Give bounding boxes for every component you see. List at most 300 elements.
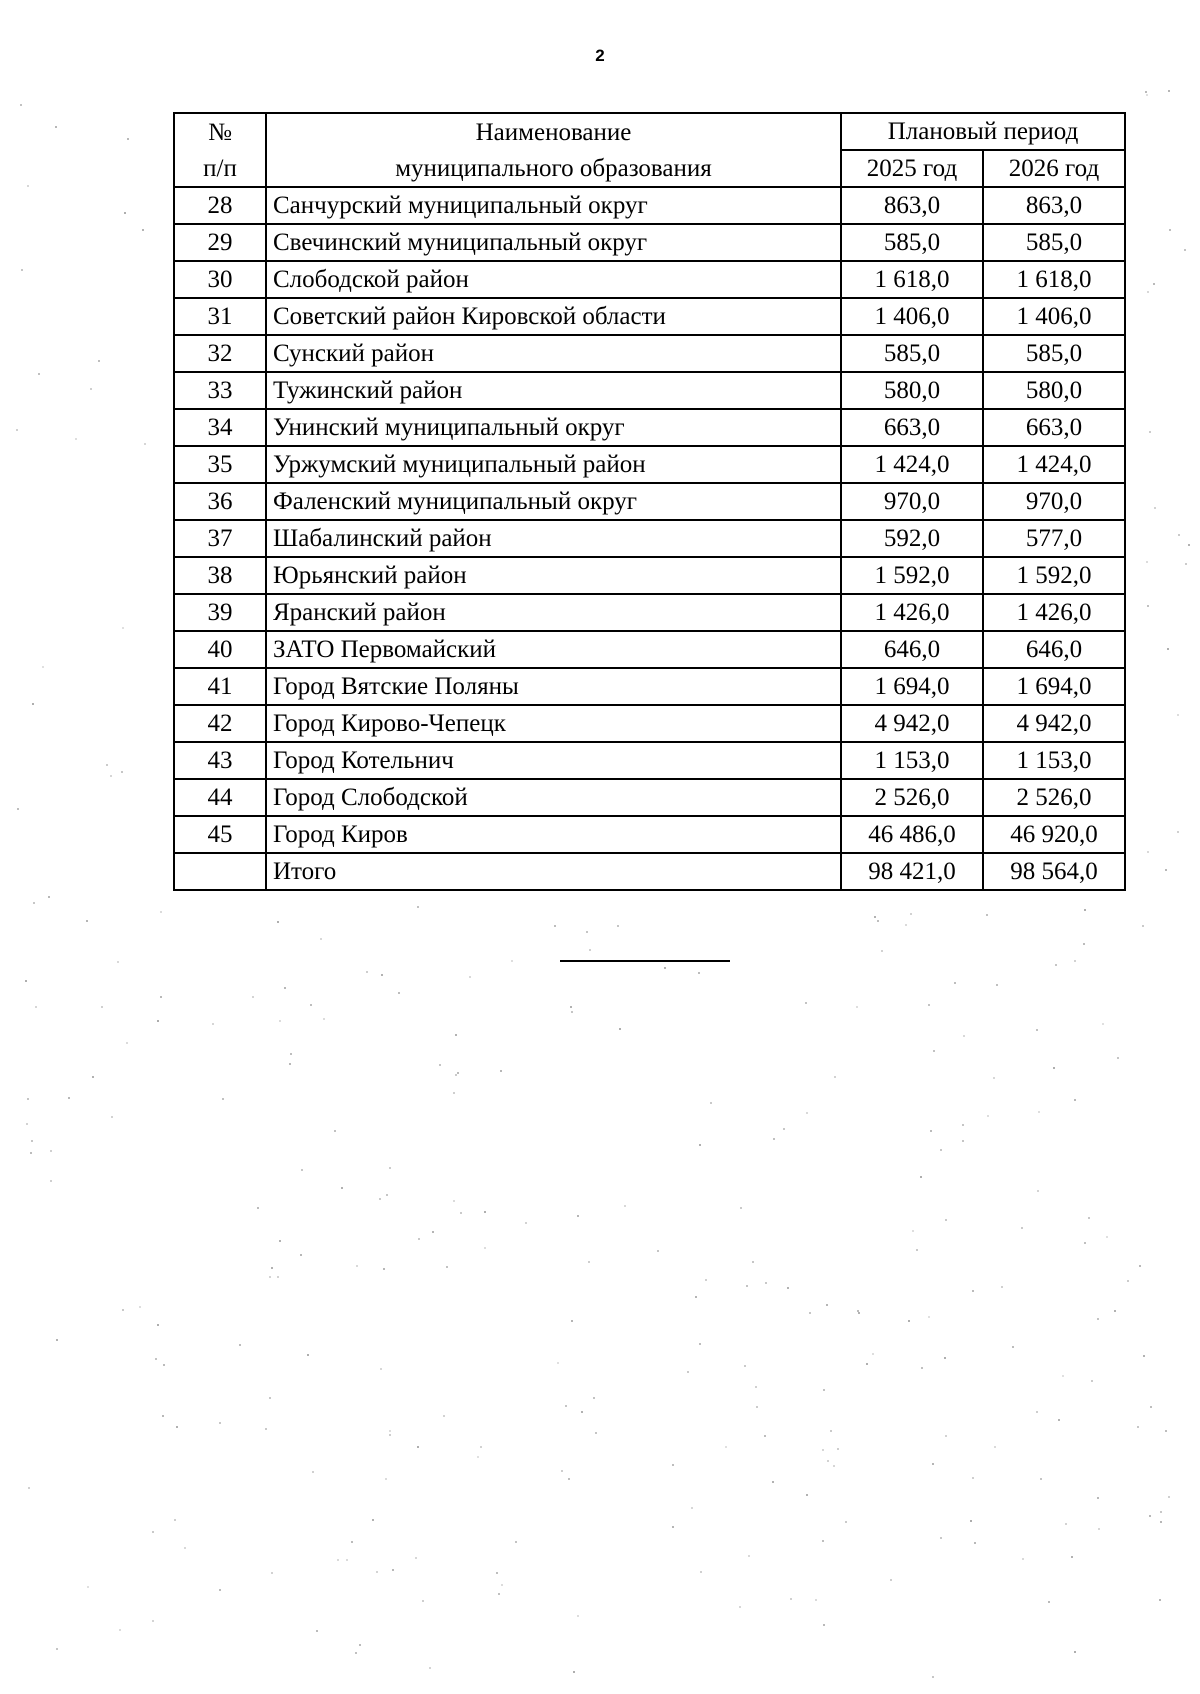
scan-speck <box>986 914 988 916</box>
scan-speck <box>155 1358 157 1360</box>
table-row <box>174 224 1125 261</box>
scan-speck <box>756 1406 758 1408</box>
scan-speck <box>307 1354 309 1356</box>
scan-speck <box>144 443 146 445</box>
row-number: 41 <box>174 668 266 705</box>
table-row <box>174 742 1125 779</box>
scan-speck <box>142 229 144 231</box>
scan-speck <box>501 1584 503 1586</box>
scan-speck <box>910 913 912 915</box>
municipality-name: Уржумский муниципальный район <box>266 446 841 483</box>
scan-speck <box>905 924 907 926</box>
scan-speck <box>515 1541 517 1543</box>
scan-speck <box>1160 1521 1162 1523</box>
value-2026: 1 618,0 <box>983 261 1125 298</box>
header-name-line2: муниципального образования <box>266 150 841 187</box>
scan-speck <box>1114 1310 1116 1312</box>
scan-speck <box>1022 1558 1024 1560</box>
scan-speck <box>557 1362 559 1364</box>
scan-speck <box>577 1615 579 1617</box>
scan-speck <box>68 1097 70 1099</box>
scan-speck <box>1154 507 1156 509</box>
scan-speck <box>725 1446 727 1448</box>
scan-speck <box>672 1464 674 1466</box>
total-number-cell <box>174 853 266 890</box>
value-2026: 863,0 <box>983 187 1125 224</box>
scan-speck <box>50 1180 52 1182</box>
scan-speck <box>429 1667 431 1669</box>
scan-speck <box>316 1630 318 1632</box>
scan-speck <box>383 1268 385 1270</box>
scan-speck <box>21 269 23 271</box>
scan-speck <box>1147 851 1149 853</box>
row-number: 37 <box>174 520 266 557</box>
scan-speck <box>1055 964 1057 966</box>
value-2025: 863,0 <box>841 187 983 224</box>
scan-speck <box>1146 561 1148 563</box>
scan-speck <box>320 938 322 940</box>
scan-speck <box>398 992 400 994</box>
scan-speck <box>1150 1406 1152 1408</box>
municipality-name: Тужинский район <box>266 372 841 409</box>
scan-speck <box>121 771 123 773</box>
scan-speck <box>806 1112 808 1114</box>
municipality-name: Город Вятские Поляны <box>266 668 841 705</box>
value-2025: 2 526,0 <box>841 779 983 816</box>
scan-speck <box>687 1371 689 1373</box>
scan-speck <box>921 1367 923 1369</box>
scan-speck <box>928 1316 930 1318</box>
scan-speck <box>954 982 956 984</box>
value-2026: 580,0 <box>983 372 1125 409</box>
scan-speck <box>222 1098 224 1100</box>
scan-speck <box>219 1422 221 1424</box>
scan-speck <box>695 1296 697 1298</box>
scan-speck <box>996 984 998 986</box>
scan-speck <box>323 1018 325 1020</box>
scan-speck <box>987 1115 989 1117</box>
scan-speck <box>1071 1556 1073 1558</box>
scan-speck <box>157 1324 159 1326</box>
scan-speck <box>595 1432 597 1434</box>
scan-speck <box>830 1430 832 1432</box>
scan-speck <box>940 1537 942 1539</box>
row-number: 30 <box>174 261 266 298</box>
scan-speck <box>525 1222 527 1224</box>
scan-speck <box>422 1600 424 1602</box>
scan-speck <box>858 1312 860 1314</box>
total-label: Итого <box>266 853 841 890</box>
scan-speck <box>1037 1190 1039 1192</box>
table-row <box>174 631 1125 668</box>
scan-speck <box>908 1320 910 1322</box>
value-2026: 577,0 <box>983 520 1125 557</box>
scan-speck <box>75 438 77 440</box>
table-row <box>174 261 1125 298</box>
scan-speck <box>874 916 876 918</box>
scan-speck <box>699 1343 701 1345</box>
scan-speck <box>912 1230 914 1232</box>
scan-speck <box>746 1285 748 1287</box>
scan-speck <box>822 1449 824 1451</box>
row-number: 34 <box>174 409 266 446</box>
value-2025: 1 694,0 <box>841 668 983 705</box>
scan-speck <box>386 1194 388 1196</box>
scan-speck <box>1184 249 1186 251</box>
header-year-2025: 2025 год <box>841 150 983 187</box>
value-2026: 585,0 <box>983 335 1125 372</box>
scan-speck <box>443 1415 445 1417</box>
scan-speck <box>993 1077 995 1079</box>
scan-speck <box>624 1205 626 1207</box>
scan-speck <box>212 1023 214 1025</box>
value-2026: 1 424,0 <box>983 446 1125 483</box>
scan-speck <box>570 1006 572 1008</box>
scan-speck <box>805 1002 807 1004</box>
scan-speck <box>38 373 40 375</box>
scan-speck <box>783 1128 785 1130</box>
header-number-abbrev: п/п <box>174 150 266 187</box>
scan-speck <box>930 1130 932 1132</box>
scan-speck <box>496 1572 498 1574</box>
scan-speck <box>86 920 88 922</box>
scan-speck <box>872 1353 874 1355</box>
scan-speck <box>809 1312 811 1314</box>
scan-speck <box>162 1415 164 1417</box>
scan-speck <box>92 1076 94 1078</box>
row-number: 40 <box>174 631 266 668</box>
value-2025: 1 406,0 <box>841 298 983 335</box>
value-2026: 2 526,0 <box>983 779 1125 816</box>
scan-speck <box>823 1624 825 1626</box>
row-number: 38 <box>174 557 266 594</box>
scan-speck <box>1185 563 1187 565</box>
scan-speck <box>455 1034 457 1036</box>
scan-speck <box>385 1478 387 1480</box>
scan-speck <box>117 961 119 963</box>
scan-speck <box>284 987 286 989</box>
scan-speck <box>571 1320 573 1322</box>
scan-speck <box>845 1521 847 1523</box>
scan-speck <box>963 1035 965 1037</box>
value-2025: 46 486,0 <box>841 816 983 853</box>
scan-speck <box>1147 605 1149 607</box>
value-2025: 1 618,0 <box>841 261 983 298</box>
scan-speck <box>881 950 883 952</box>
scan-speck <box>379 1198 381 1200</box>
scan-speck <box>271 1267 273 1269</box>
scan-speck <box>972 1290 974 1292</box>
value-2026: 4 942,0 <box>983 705 1125 742</box>
scan-speck <box>500 1070 502 1072</box>
scan-speck <box>17 808 19 810</box>
scan-speck <box>35 1006 37 1008</box>
table-row <box>174 594 1125 631</box>
scan-speck <box>184 1547 186 1549</box>
scan-speck <box>856 1006 858 1008</box>
municipality-name: Слободской район <box>266 261 841 298</box>
scan-speck <box>290 1053 292 1055</box>
scan-speck <box>174 1519 176 1521</box>
header-year-2026: 2026 год <box>983 150 1125 187</box>
scan-speck <box>932 1463 934 1465</box>
scan-speck <box>877 920 879 922</box>
scan-speck <box>739 1606 741 1608</box>
scan-speck <box>27 185 29 187</box>
municipality-name: Город Кирово-Чепецк <box>266 705 841 742</box>
scan-speck <box>356 1265 358 1267</box>
municipality-name: Санчурский муниципальный округ <box>266 187 841 224</box>
scan-speck <box>1165 1430 1167 1432</box>
scan-speck <box>588 1261 590 1263</box>
scan-speck <box>101 1006 103 1008</box>
scan-speck <box>1165 869 1167 871</box>
scan-speck <box>1058 1419 1060 1421</box>
scan-speck <box>152 1620 154 1622</box>
scan-speck <box>269 1397 271 1399</box>
value-2025: 1 592,0 <box>841 557 983 594</box>
scan-speck <box>252 996 254 998</box>
scan-speck <box>446 1266 448 1268</box>
scan-speck <box>617 925 619 927</box>
scan-speck <box>554 925 556 927</box>
scan-speck <box>455 1074 457 1076</box>
table-row <box>174 483 1125 520</box>
value-2025: 646,0 <box>841 631 983 668</box>
scan-speck <box>764 1435 766 1437</box>
scan-speck <box>301 1169 303 1171</box>
scan-speck <box>56 1339 58 1341</box>
scan-speck <box>755 1386 757 1388</box>
row-number: 32 <box>174 335 266 372</box>
scan-speck <box>1021 1227 1023 1229</box>
scan-speck <box>748 1555 750 1557</box>
value-2025: 580,0 <box>841 372 983 409</box>
scan-speck <box>279 1240 281 1242</box>
scan-speck <box>705 1279 707 1281</box>
scan-speck <box>1169 229 1171 231</box>
row-number: 45 <box>174 816 266 853</box>
municipality-name: Свечинский муниципальный округ <box>266 224 841 261</box>
scan-speck <box>744 1365 746 1367</box>
scan-speck <box>28 1487 30 1489</box>
scan-speck <box>1168 90 1170 92</box>
scan-speck <box>33 902 35 904</box>
scan-speck <box>1036 1029 1038 1031</box>
municipality-name: Яранский район <box>266 594 841 631</box>
scan-speck <box>26 1123 28 1125</box>
table-row <box>174 816 1125 853</box>
scan-speck <box>279 1020 281 1022</box>
value-2025: 1 426,0 <box>841 594 983 631</box>
scan-speck <box>1097 1318 1099 1320</box>
scan-speck <box>568 1478 570 1480</box>
municipality-name: Шабалинский район <box>266 520 841 557</box>
scan-speck <box>710 1102 712 1104</box>
scan-speck <box>453 1200 455 1202</box>
scan-speck <box>265 1428 267 1430</box>
scan-speck <box>1147 291 1149 293</box>
scan-speck <box>498 1593 500 1595</box>
value-2026: 46 920,0 <box>983 816 1125 853</box>
value-2025: 663,0 <box>841 409 983 446</box>
scan-speck <box>752 1261 754 1263</box>
scan-speck <box>417 906 419 908</box>
end-of-table-rule <box>560 960 730 962</box>
scan-speck <box>127 138 129 140</box>
scan-speck <box>139 1306 141 1308</box>
scan-speck <box>1084 1242 1086 1244</box>
scan-speck <box>389 1430 391 1432</box>
row-number: 29 <box>174 224 266 261</box>
scan-speck <box>1143 1355 1145 1357</box>
scan-speck <box>376 1571 378 1573</box>
scan-speck <box>837 1448 839 1450</box>
scan-speck <box>269 1276 271 1278</box>
scan-speck <box>1065 1523 1067 1525</box>
table-row <box>174 409 1125 446</box>
scan-speck <box>310 1004 312 1006</box>
scan-speck <box>920 1176 922 1178</box>
scan-speck <box>389 1434 391 1436</box>
scan-speck <box>334 1130 336 1132</box>
municipality-name: Город Киров <box>266 816 841 853</box>
scan-speck <box>381 974 383 976</box>
scan-speck <box>773 1138 775 1140</box>
scan-speck <box>1177 714 1179 716</box>
scan-speck <box>1153 283 1155 285</box>
scan-speck <box>389 1167 391 1169</box>
scan-speck <box>484 1247 486 1249</box>
scan-speck <box>484 1211 486 1213</box>
scan-speck <box>163 1364 165 1366</box>
row-number: 42 <box>174 705 266 742</box>
scan-speck <box>300 1254 302 1256</box>
value-2025: 1 424,0 <box>841 446 983 483</box>
scan-speck <box>790 1598 792 1600</box>
scan-speck <box>432 1231 434 1233</box>
value-2026: 1 592,0 <box>983 557 1125 594</box>
scan-speck <box>271 1572 273 1574</box>
scan-speck <box>337 1559 339 1561</box>
municipality-name: Город Слободской <box>266 779 841 816</box>
scan-speck <box>1098 1528 1100 1530</box>
scan-speck <box>106 764 108 766</box>
municipality-name: Город Котельнич <box>266 742 841 779</box>
table-row <box>174 520 1125 557</box>
allocation-table <box>173 112 1126 891</box>
scan-speck <box>945 1219 947 1221</box>
scan-speck <box>672 1526 674 1528</box>
total-row <box>174 853 1125 890</box>
scan-speck <box>111 1116 113 1118</box>
table-row <box>174 705 1125 742</box>
scan-speck <box>32 703 34 705</box>
value-2025: 4 942,0 <box>841 705 983 742</box>
scan-speck <box>31 1140 33 1142</box>
value-2026: 663,0 <box>983 409 1125 446</box>
municipality-name: Унинский муниципальный округ <box>266 409 841 446</box>
scan-speck <box>346 1559 348 1561</box>
row-number: 35 <box>174 446 266 483</box>
table-row <box>174 557 1125 594</box>
scan-speck <box>372 1519 374 1521</box>
value-2025: 585,0 <box>841 224 983 261</box>
value-2026: 1 153,0 <box>983 742 1125 779</box>
scan-speck <box>700 1571 702 1573</box>
table-row <box>174 779 1125 816</box>
scan-speck <box>480 1446 482 1448</box>
scan-speck <box>460 1212 462 1214</box>
scan-speck <box>866 1363 868 1365</box>
table-header <box>174 113 1125 187</box>
scan-speck <box>1106 1236 1108 1238</box>
scan-speck <box>1137 1426 1139 1428</box>
scan-speck <box>1149 1515 1151 1517</box>
scan-speck <box>110 775 112 777</box>
scan-speck <box>20 104 22 106</box>
scan-speck <box>160 911 162 913</box>
scan-speck <box>932 1676 934 1678</box>
scan-speck <box>972 1477 974 1479</box>
scan-speck <box>565 1405 567 1407</box>
scan-speck <box>124 212 126 214</box>
scan-speck <box>806 1494 808 1496</box>
scan-speck <box>42 666 44 668</box>
scan-speck <box>1038 1111 1040 1113</box>
table-row <box>174 668 1125 705</box>
scan-speck <box>122 627 124 629</box>
scan-speck <box>55 126 57 128</box>
scan-speck <box>928 1004 930 1006</box>
municipality-name: Юрьянский район <box>266 557 841 594</box>
table-row <box>174 446 1125 483</box>
table-body <box>174 187 1125 853</box>
scan-speck <box>772 1481 774 1483</box>
scan-speck <box>239 1344 241 1346</box>
scan-speck <box>1074 1651 1076 1653</box>
scan-speck <box>98 360 100 362</box>
scan-speck <box>826 1304 828 1306</box>
scan-speck <box>740 1207 742 1209</box>
scan-speck <box>765 1282 767 1284</box>
scan-speck <box>25 980 27 982</box>
scan-speck <box>219 1589 221 1591</box>
value-2026: 970,0 <box>983 483 1125 520</box>
value-2025: 585,0 <box>841 335 983 372</box>
scan-speck <box>1178 534 1180 536</box>
scan-speck <box>657 1250 659 1252</box>
scan-speck <box>933 1050 935 1052</box>
header-name-line1: Наименование <box>266 113 841 150</box>
scan-speck <box>453 1092 455 1094</box>
scan-speck <box>1146 94 1148 96</box>
scan-speck <box>1160 1511 1162 1513</box>
scan-speck <box>945 1435 947 1437</box>
scan-speck <box>1142 925 1144 927</box>
scan-speck <box>48 896 50 898</box>
header-planned-period: Плановый период <box>841 113 1125 150</box>
scan-speck <box>417 1446 419 1448</box>
table-row <box>174 335 1125 372</box>
scan-speck <box>1102 1023 1104 1025</box>
scan-speck <box>477 1456 479 1458</box>
value-2025: 1 153,0 <box>841 742 983 779</box>
scan-speck <box>1091 1380 1093 1382</box>
scan-speck <box>1084 909 1086 911</box>
scan-speck <box>833 1465 835 1467</box>
scan-speck <box>366 971 368 973</box>
